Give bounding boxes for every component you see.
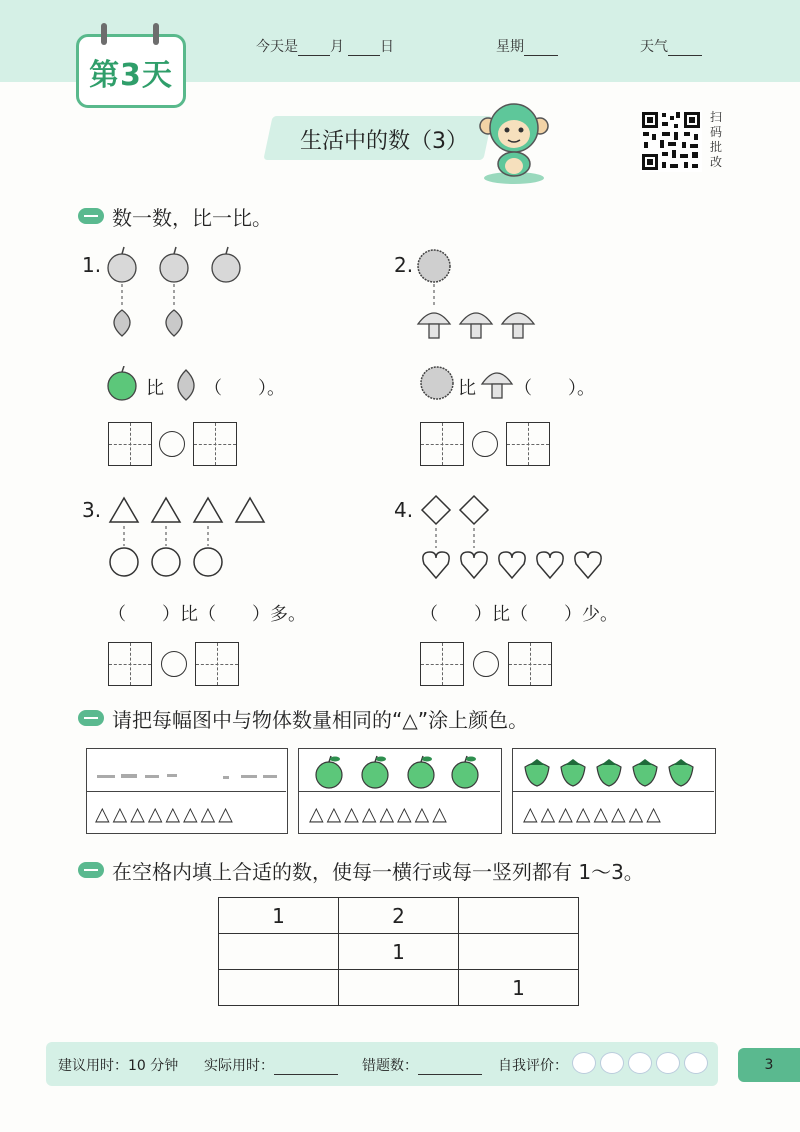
section-1-marker bbox=[78, 208, 104, 224]
grid-row bbox=[219, 934, 579, 970]
weekday-label: 星期 bbox=[496, 39, 524, 55]
compare-word: 比 bbox=[458, 378, 476, 399]
compare-sentence[interactable]: （ ）比（ ）少。 bbox=[420, 604, 618, 625]
number-grid bbox=[218, 897, 579, 1006]
compare-circle[interactable] bbox=[161, 651, 187, 677]
section-3-title: 在空格内填上合适的数，使每一横行或每一竖列都有 1～3。 bbox=[112, 860, 644, 884]
peach-icon bbox=[168, 366, 204, 402]
number-box[interactable] bbox=[108, 642, 152, 686]
rating-face-icon[interactable] bbox=[572, 1052, 596, 1074]
picture-panel bbox=[298, 748, 502, 834]
section-2-title: 请把每幅图中与物体数量相同的“△”涂上颜色。 bbox=[112, 708, 529, 732]
qr-code-icon[interactable] bbox=[640, 110, 702, 172]
monkey-mascot-icon bbox=[478, 100, 550, 184]
triangle-row[interactable]: △△△△△△△△ bbox=[523, 803, 664, 825]
number-box[interactable] bbox=[193, 422, 237, 466]
rating-face-icon[interactable] bbox=[684, 1052, 708, 1074]
question-1-number: 1. bbox=[82, 253, 102, 277]
grid-cell[interactable]: 1 bbox=[219, 898, 339, 934]
section-3-marker bbox=[78, 862, 104, 878]
grid-row bbox=[219, 970, 579, 1006]
answer-blank[interactable]: （ ）。 bbox=[204, 378, 285, 399]
number-box[interactable] bbox=[420, 642, 464, 686]
number-box[interactable] bbox=[195, 642, 239, 686]
number-box[interactable] bbox=[420, 422, 464, 466]
page-number: 3 bbox=[738, 1048, 800, 1082]
picture-panel bbox=[512, 748, 716, 834]
picture-panel bbox=[86, 748, 288, 834]
compare-circle[interactable] bbox=[473, 651, 499, 677]
compare-circle[interactable] bbox=[159, 431, 185, 457]
answer-blank[interactable]: （ ）。 bbox=[514, 378, 595, 399]
rating-face-icon[interactable] bbox=[656, 1052, 680, 1074]
grid-cell[interactable] bbox=[459, 898, 579, 934]
mushroom-icon bbox=[480, 364, 514, 402]
calendar-ring-icon bbox=[153, 23, 159, 45]
day-label: 第3天 bbox=[89, 58, 173, 93]
section-2-marker bbox=[78, 710, 104, 726]
diamonds-hearts-figure bbox=[420, 494, 620, 584]
number-box[interactable] bbox=[108, 422, 152, 466]
grid-cell[interactable]: 1 bbox=[339, 934, 459, 970]
four-apples-icon bbox=[305, 753, 495, 791]
weather-label: 天气 bbox=[640, 39, 668, 55]
grid-row bbox=[219, 898, 579, 934]
compare-circle[interactable] bbox=[472, 431, 498, 457]
faded-objects-icon bbox=[91, 769, 281, 783]
compare-sentence[interactable]: （ ）比（ ）多。 bbox=[108, 604, 306, 625]
rating-face-icon[interactable] bbox=[628, 1052, 652, 1074]
grid-cell[interactable] bbox=[459, 934, 579, 970]
triangle-row[interactable]: △△△△△△△△ bbox=[95, 803, 236, 825]
triangles-circles-figure bbox=[106, 494, 276, 584]
cookie-mushrooms-figure bbox=[412, 244, 572, 350]
scan-to-grade-label: 扫 码 批 改 bbox=[710, 110, 723, 169]
question-3-number: 3. bbox=[82, 498, 102, 522]
five-strawberries-icon bbox=[519, 755, 709, 789]
apple-icon bbox=[104, 366, 140, 402]
apples-peaches-figure bbox=[100, 244, 260, 344]
triangle-row[interactable]: △△△△△△△△ bbox=[309, 803, 450, 825]
day-field-label: 日 bbox=[380, 39, 394, 55]
grid-cell[interactable]: 2 bbox=[339, 898, 459, 934]
page-title: 生活中的数（3） bbox=[300, 129, 468, 154]
section-1-title: 数一数，比一比。 bbox=[112, 206, 272, 230]
grid-cell[interactable] bbox=[339, 970, 459, 1006]
weather-field[interactable] bbox=[640, 36, 702, 56]
calendar-ring-icon bbox=[101, 23, 107, 45]
month-label: 月 bbox=[330, 39, 344, 55]
cookie-icon bbox=[418, 364, 456, 402]
today-is-label: 今天是 bbox=[256, 39, 298, 55]
compare-word: 比 bbox=[146, 378, 164, 399]
weekday-field[interactable] bbox=[496, 36, 558, 56]
error-count-field[interactable]: 错题数： bbox=[362, 1055, 482, 1075]
number-box[interactable] bbox=[506, 422, 550, 466]
date-field[interactable] bbox=[256, 36, 394, 56]
question-4-number: 4. bbox=[394, 498, 414, 522]
rating-face-icon[interactable] bbox=[600, 1052, 624, 1074]
grid-cell[interactable]: 1 bbox=[459, 970, 579, 1006]
suggested-time: 建议用时：10 分钟 bbox=[58, 1058, 179, 1074]
grid-cell[interactable] bbox=[219, 934, 339, 970]
question-2-number: 2. bbox=[394, 253, 414, 277]
actual-time-field[interactable]: 实际用时： bbox=[204, 1055, 338, 1075]
number-box[interactable] bbox=[508, 642, 552, 686]
grid-cell[interactable] bbox=[219, 970, 339, 1006]
self-eval-label: 自我评价： bbox=[498, 1058, 568, 1074]
